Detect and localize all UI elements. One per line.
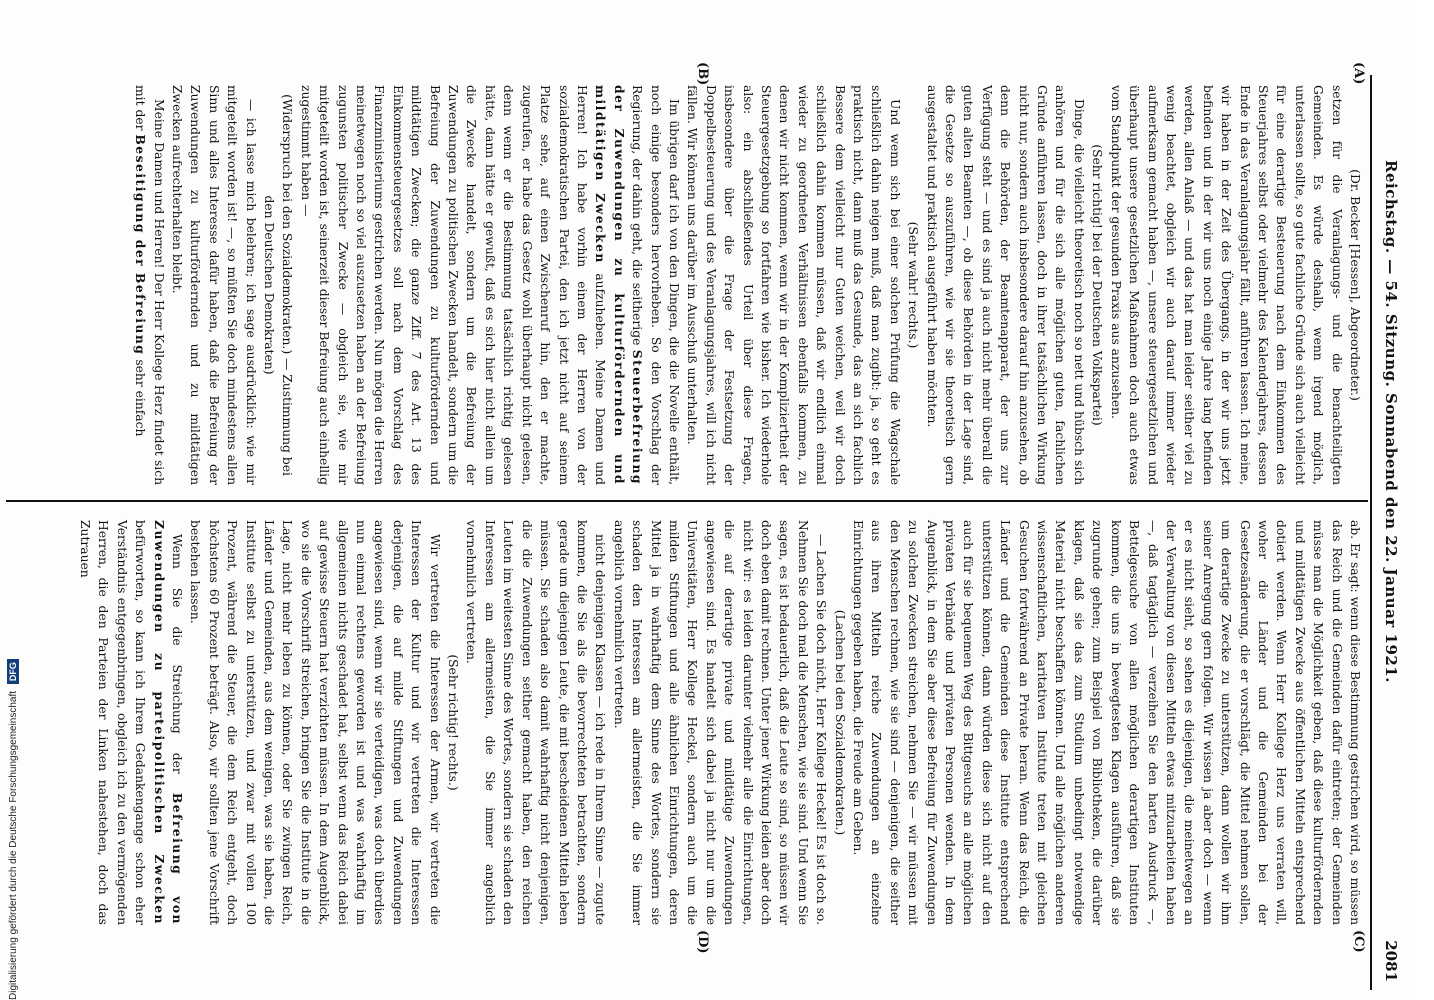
paragraph: Wir vertreten die Interessen der Armen, wir vertreten die Interessen der Kultur und wir vertreten die Interessen derjenigen, die auf milde Stiftungen und Zuwendungen angewiesen sind, wenn wir sie verteidigen, was doch überdies nun einmal rechtens geworden ist und was wahrhaftig im allgemeinen nichts geschadet hat, selbst wenn das Reich dabei auf gewisse Steuern hat verzichten müssen. In dem Augenblick, wo sie die Vorschrift streichen, bringen Sie die Institute in die Lage, nicht mehr leben zu können, oder Sie zwingen Reich, Länder und Gemeinden, aus dem wenigen, was sie haben, die Institute selbst zu unterstützen, und zwar mit vollen 100 Prozent, während die Steuer, die dem Reich entgeht, doch höchstens 60 Prozent beträgt. Also, wir sollten jene Vorschrift bestehen lassen. [188, 520, 442, 925]
text-run: Meine Damen und Herren! Der Herr Kollege Herz findet sich mit der [133, 85, 166, 485]
paragraph: Dinge, die vielleicht theoretisch noch so nett und hübsch sich anhören und für die sich alle möglichen guten, fachlichen Gründe anführen lassen, doch in ihrer tatsächlichen Wirkung nicht nur, sondern auch insbesondere darauf hin anzusehen, ob denn die Behörden, der Beamtenapparat, der uns zur Verfügung steht — und es sind ja auch nicht mehr überall die guten alten Beamten —, ob diese Behörden in der Lage sind, die Gesetze so auszuführen, wie wir sie theoretisch gern ausgestaltet und praktisch ausgeführt haben möchten. [924, 85, 1086, 485]
digitization-sidebar [2, 0, 30, 1000]
emphasized-text: Befreiung von Zuwendungen zu parteipolitischen Zwecken [151, 520, 185, 925]
paragraph: ab. Er sagt: wenn diese Bestimmung gestrichen wird, so müssen das Reich und die Gemeinden dafür eintreten; der Gemeinden müsse man die Möglichkeit geben, daß diese kulturfördernden und mildtätigen Zwecke aus öffentlichen Mitteln entsprechend dotiert werden. Wenn Herr Kollege Herz uns verraten will, woher die Länder und die Gemeinden bei der Gesetzesänderung, die er vorschlägt, die Mittel nehmen sollen, um derartige Zwecke zu unterstützen, dann wollen wir ihm seiner Anregung gern folgen. Wir wissen ja aber doch — wenn er es nicht sieht, so sehen es diejenigen, die meinetwegen an der Verwaltung von diesen Mitteln etwas mitzuarbeiten haben —, daß tagtäglich — verzeihen Sie den harten Ausdruck —, Bettelgesuche von allen möglichen derartigen Instituten kommen, die uns in bewegtesten Klagen ausführen, daß sie zugrunde gehen; zum Beispiel von Bibliotheken, die darüber klagen, daß sie das zum Studium unbedingt notwendige Material nicht beschaffen können. Und alle möglichen anderen wissenschaftlichen, karitativen Institute treten mit gleichen Gesuchen fortwährend an Private heran. Wenn das Reich, die Länder und die Gemeinden diese Institute entsprechend unterstützen können, dann würden diese sich nicht auf den auch für sie bequemen Weg des Bittgesuchs an alle möglichen privaten Verbände und privaten Personen wenden. In dem Augenblick, in dem Sie aber diese Befreiung für Zuwendungen zu solchen Zwecken streichen, nehmen Sie — wir müssen mit den Menschen rechnen, wie sie sind — denjenigen, die seither aus ihren Mitteln reiche Zuwendungen an einzelne Einrichtungen gegeben haben, die Freude am Geben. [851, 520, 1362, 925]
page-number: 2081 [1382, 940, 1400, 982]
header-rule [1370, 75, 1372, 990]
interjection: (Sehr wahr! rechts.) [906, 221, 921, 349]
margin-mark-c: (C) [1351, 930, 1366, 953]
digitization-text: Digitalisierung gefördert durch die Deutsche Forschungsgemeinschaft [8, 690, 19, 1000]
page-header [1376, 0, 1400, 1000]
margin-mark-d: (D) [695, 930, 710, 954]
speaker-intro: (Dr. Becker [Hessen], Abgeordneter.) [1348, 169, 1362, 401]
margin-mark-b: (B) [695, 62, 710, 86]
paragraph [296, 85, 683, 485]
text-run: sehr einfach [133, 359, 148, 437]
margin-mark-a: (A) [1351, 62, 1366, 85]
interjection: (Sehr richtig! bei der Deutschen Volkspartei) [1090, 144, 1105, 426]
paragraph: setzen für die Veranlagungs- und die benachteiligten Gemeinden. Es würde deshalb, wenn irgend möglich, unterlassen sollte, so gute fachliche Gründe sich auch vielleicht für eine derartige Besteuerung nach dem Einkommen des Steuerjahres selbst oder vielmehr des Kalenderjahres, dessen Ende in das Veranlagungsjahr fällt, anführen lassen. Ich meine, wir haben in der Zeit des Übergangs, in der wir uns jetzt befinden und in der wir uns noch einige Jahre lang befinden werden, allen Anlaß — und das hat man leider seither viel zu wenig beachtet, obgleich wir auch darauf immer wieder aufmerksam gemacht haben —, unsere steuergesetzlichen und überhaupt unsere gesetzlichen Maßnahmen doch auch etwas vom Standpunkt der gesunden Praxis aus anzusehen. [1108, 85, 1344, 485]
text-run: aufzuheben. Meine Damen und Herren! Ich habe vorhin einem der Herren von der sozialdemokratischen Partei, den ich jetzt nicht auf seinem Platze sehe, auf einen Zwischenruf hin, den er machte, zugerufen, er habe das Gesetz wohl überhaupt nicht gelesen, denn wenn er die Bestimmung tatsächlich richtig gelesen hätte, dann hätte er gewußt, daß es sich hier nicht allein um die Zwecke handelt, sondern um die Befreiung der Zuwendungen zu politischen Zwecken handelt, sondern um die Befreiung der Zuwendungen zu kulturfördernden und mildtätigen Zwecken; die ganze Ziff. 7 des Art. 13 des Einkommensteuergesetzes soll nach dem Vorschlag des Finanzministeriums gestrichen werden. Nun mögen die Herren meinetwegen noch so viel auszusetzen haben an der Befreiung zugunsten politischer Zwecke — obgleich sie, wie mir mitgeteilt worden ist, seinerzeit dieser Befreiung auch einhellig zugestimmt haben — [298, 85, 608, 485]
right-column [76, 520, 1364, 925]
text-run: Wenn Sie die Streichung der [170, 534, 184, 774]
dfg-logo: DFG [7, 659, 19, 684]
interjection: (Lachen bei den Sozialdemokraten.) [832, 609, 847, 836]
paragraph [131, 85, 168, 485]
paragraph [76, 520, 186, 925]
digitization-note [2, 0, 26, 1000]
interjection: (Widerspruch bei den Sozialdemokraten.) — Zustimmung bei den Deutschen Demokraten) [262, 94, 295, 476]
paragraph: nicht denjenigen Klassen — ich rede in Ihrem Sinne — zugute kommen, die Sie als die bevorrechteten betrachten, sondern gerade um diejenigen Leute, die mit bescheidenen Mitteln leben müssen. Sie schaden also damit wahrhaftig nicht denjenigen, die die Zuwendungen seither gemacht haben, den reichen Leuten im weitesten Sinne des Wortes, sondern sie schaden den Interessen am allermeisten, die Sie immer angeblich vornehmlich vertreten. [464, 520, 608, 925]
text-run: Im übrigen darf ich von den Dingen, die die Novelle enthält, noch einige besonders hervorheben. So den Vorschlag der Regierung, der dahin geht, die seitherige [630, 85, 681, 485]
paragraph: — Lachen Sie doch nicht, Herr Kollege Heckel! Es ist doch so. Nehmen Sie doch mal die Menschen, wie sie sind. Und wenn Sie sagen, es ist bedauerlich, daß die Leute so sind, so müssen wir doch eben damit rechnen. Unter jener Wirkung leiden aber doch nicht wir: es leiden darunter vielmehr alle die Einrichtungen, die auf derartige private und mildtätige Zuwendungen angewiesen sind. Es handelt sich dabei ja nicht nur um die Universitäten, Herr Kollege Heckel, sondern auch um die milden Stiftungen und alle ähnlichen Einrichtungen, deren Mittel ja in wahrhaftig dem Sinne des Wortes, sondern sie schaden den Interessen am allermeisten, die Sie immer angeblich vornehmlich vertreten. [611, 520, 829, 925]
text-run: befürworten, so kann ich Ihrem Gedankengange schon eher Verständnis entgegenbringen, obgleich ich zu den vermögenden Herren, die den Parteien der Linken nahestehen, doch das Zutrauen [77, 520, 148, 925]
column-divider [6, 500, 1368, 502]
emphasized-text: Steuerbefreiung der Zuwendungen zu kulturfördernden und mildtätigen Zwecken [593, 85, 646, 485]
paragraph: — ich lasse mich belehren; ich sage ausdrücklich: wie mir mitgeteilt worden ist! —, so müßten Sie doch mindestens allen Sinn und alles Interesse dafür haben, daß die Befreiung der Zuwendungen zu kulturfördernden und zu mildtätigen Zwecken aufrechterhalten bleibt. [170, 85, 258, 485]
paragraph: Und wenn sich bei einer solchen Prüfung die Wagschale schließlich dahin neigen muß, daß man zugibt: ja, so geht es praktisch nicht, dann muß das Gesunde, das an sich fachlich Bessere dem vielleicht nur Guten weichen, weil wir doch schließlich dahin kommen müssen, daß wir endlich einmal wieder zu geordneten Verhältnissen ebenfalls kommen, zu denen wir nicht kommen, wenn wir in der Kompliziertheit der Steuergesetzgebung so fortfahren wie bisher. Ich wiederhole also: ein abschließendes Urteil über diese Fragen, insbesondere über die Frage der Festsetzung der Doppelbesteuerung und des Veranlagungsjahres, will ich nicht fällen. Wir können uns darüber im Ausschuß unterhalten. [685, 85, 902, 485]
left-column [131, 85, 1364, 485]
emphasized-text: Beseitigung der Befreiung [133, 134, 149, 356]
interjection: (Sehr richtig! rechts.) [446, 654, 461, 791]
running-head: Reichstag. — 54. Sitzung. Sonnabend den 22. Januar 1921. [1382, 160, 1400, 683]
